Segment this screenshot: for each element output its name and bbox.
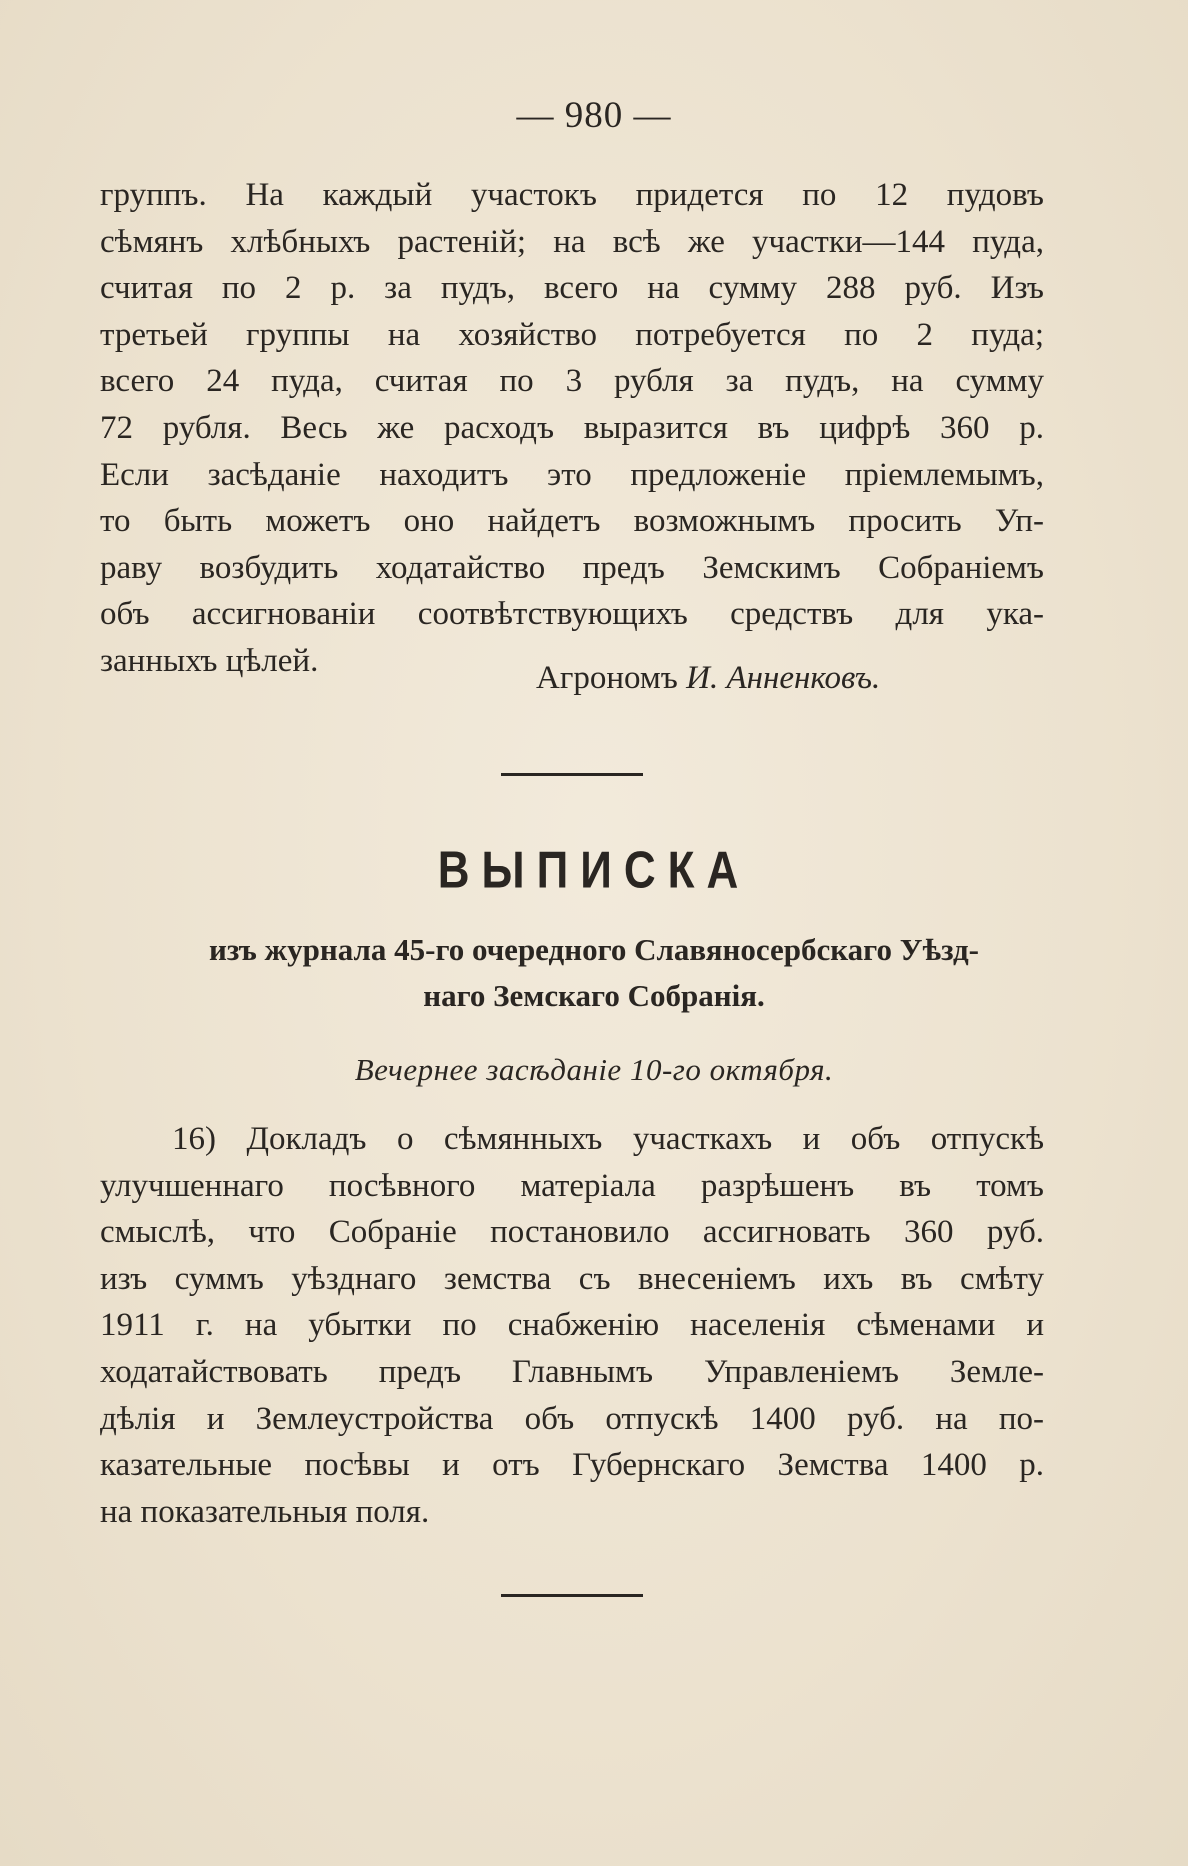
session-title: Вечернее засѣданіе 10-го октября. [354, 1052, 834, 1087]
section-heading: ВЫПИСКА [437, 841, 751, 900]
text-line: сѣмянъ хлѣбныхъ растеній; на всѣ же участки—144 пуда, [100, 223, 1044, 260]
paragraph-2 [100, 1116, 1044, 1535]
text-line: объ ассигнованіи соотвѣтствующихъ средствъ для ука- [100, 596, 1044, 633]
text-line: казательные посѣвы и отъ Губернскаго Земства 1400 р. [100, 1447, 1044, 1484]
signature-name: И. Анненковъ. [686, 660, 881, 696]
subheading-line: изъ журнала 45-го очередного Славяносербскаго Уѣзд- [209, 932, 979, 967]
paragraph-1 [100, 172, 1044, 685]
divider-bottom [501, 1594, 643, 1597]
text-line: Если засѣданіе находитъ это предложеніе пріемлемымъ, [100, 456, 1044, 493]
text-line: занныхъ цѣлей. [100, 642, 319, 679]
text-line: смыслѣ, что Собраніе постановило ассигновать 360 руб. [100, 1214, 1044, 1251]
text-line: то быть можетъ оно найдетъ возможнымъ просить Уп- [100, 503, 1044, 540]
text-line: считая по 2 р. за пудъ, всего на сумму 288 руб. Изъ [100, 270, 1044, 307]
page-number: — 980 — [516, 95, 672, 136]
text-line: 72 рубля. Весь же расходъ выразится въ цифрѣ 360 р. [100, 409, 1044, 446]
text-line: 16) Докладъ о сѣмянныхъ участкахъ и объ отпускѣ [172, 1121, 1044, 1157]
text-line: на показательныя поля. [100, 1493, 430, 1530]
text-line: ходатайствовать предъ Главнымъ Управленіемъ Земле- [100, 1353, 1044, 1390]
text-line: группъ. На каждый участокъ придется по 12 пудовъ [100, 177, 1044, 213]
subheading-line: наго Земскаго Собранія. [423, 978, 765, 1013]
text-line: раву возбудить ходатайство предъ Земскимъ Собраніемъ [100, 549, 1044, 586]
text-line: всего 24 пуда, считая по 3 рубля за пудъ, на сумму [100, 363, 1044, 400]
text-line: изъ суммъ уѣзднаго земства съ внесеніемъ ихъ въ смѣту [100, 1260, 1044, 1297]
text-line: 1911 г. на убытки по снабженію населенія сѣменами и [100, 1307, 1044, 1344]
signature [536, 660, 880, 697]
text-line: улучшеннаго посѣвного матеріала разрѣшенъ въ томъ [100, 1167, 1044, 1204]
text-line: третьей группы на хозяйство потребуется по 2 пуда; [100, 316, 1044, 353]
signature-role: Агрономъ [536, 660, 678, 696]
text-line: дѣлія и Землеустройства объ отпускѣ 1400 руб. на по- [100, 1400, 1044, 1437]
divider-top [501, 773, 643, 776]
